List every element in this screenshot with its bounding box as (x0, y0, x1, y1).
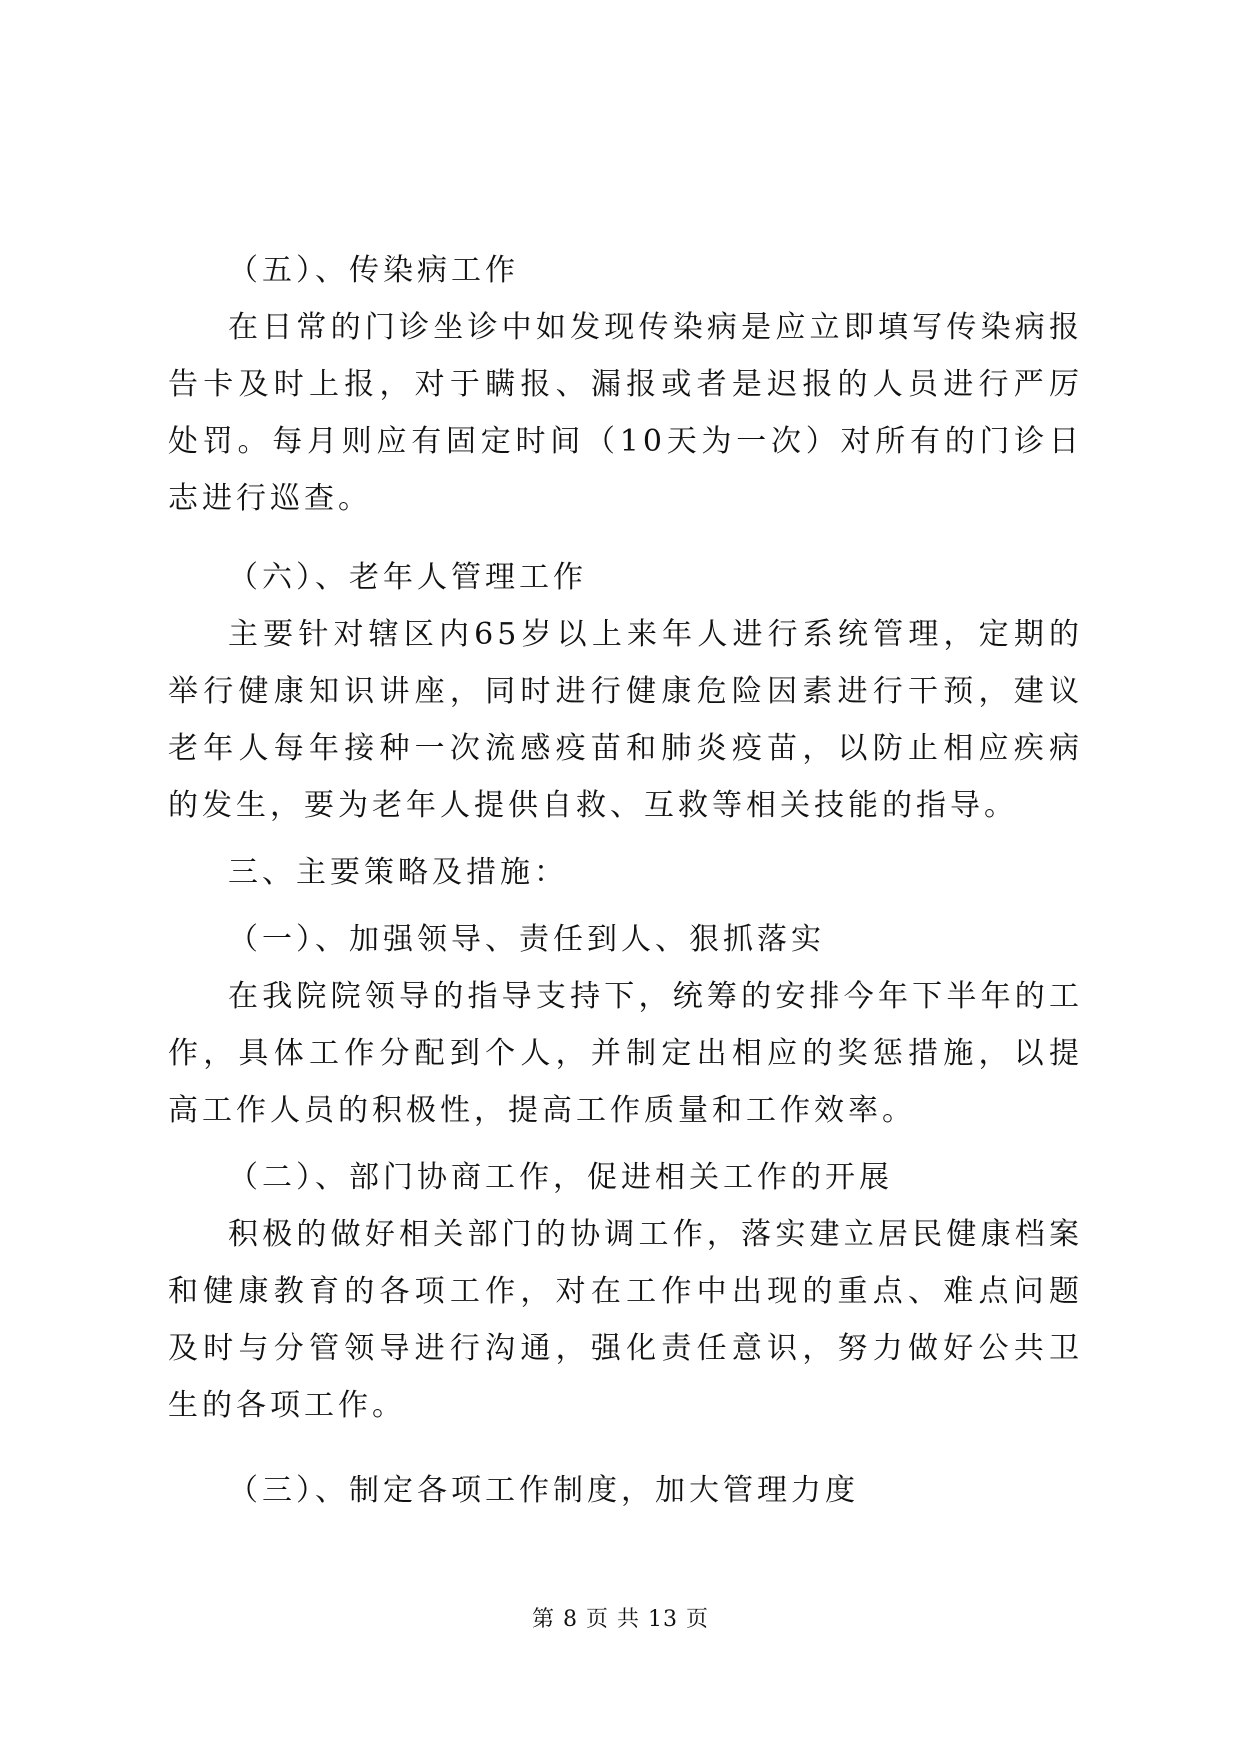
spacer (168, 1434, 1083, 1452)
section-heading-5: （五）、传染病工作 (228, 253, 519, 288)
section-heading-6: （六）、老年人管理工作 (228, 560, 587, 595)
document-body (168, 232, 1083, 1519)
page-number-footer: 第 8 页 共 13 页 (532, 1607, 709, 1632)
measure-heading-3: （三）、制定各项工作制度，加大管理力度 (228, 1473, 859, 1508)
main-heading-strategies: 三、主要策略及措施： (228, 855, 568, 890)
spacer (168, 527, 1083, 539)
measure-paragraph-2: 积极的做好相关部门的协调工作，落实建立居民健康档案和健康教育的各项工作，对在工作中出现的重点、难点问题及时与分管领导进行沟通，强化责任意识，努力做好公共卫生的各项工作。 (168, 1217, 1083, 1423)
section-paragraph-6: 主要针对辖区内65岁以上来年人进行系统管理，定期的举行健康知识讲座，同时进行健康危险因素进行干预，建议老年人每年接种一次流感疫苗和肺炎疫苗，以防止相应疾病的发生，要为老年人提供自救、互救等相关技能的指导。 (168, 617, 1083, 823)
measure-heading-1: （一）、加强领导、责任到人、狠抓落实 (228, 922, 825, 957)
section-paragraph-5: 在日常的门诊坐诊中如发现传染病是应立即填写传染病报告卡及时上报，对于瞒报、漏报或者是迟报的人员进行严厉处罚。每月则应有固定时间（10天为一次）对所有的门诊日志进行巡查。 (168, 310, 1083, 516)
measure-paragraph-1: 在我院院领导的指导支持下，统筹的安排今年下半年的工作，具体工作分配到个人，并制定出相应的奖惩措施，以提高工作人员的积极性，提高工作质量和工作效率。 (168, 979, 1083, 1128)
measure-heading-2: （二）、部门协商工作，促进相关工作的开展 (228, 1160, 893, 1195)
